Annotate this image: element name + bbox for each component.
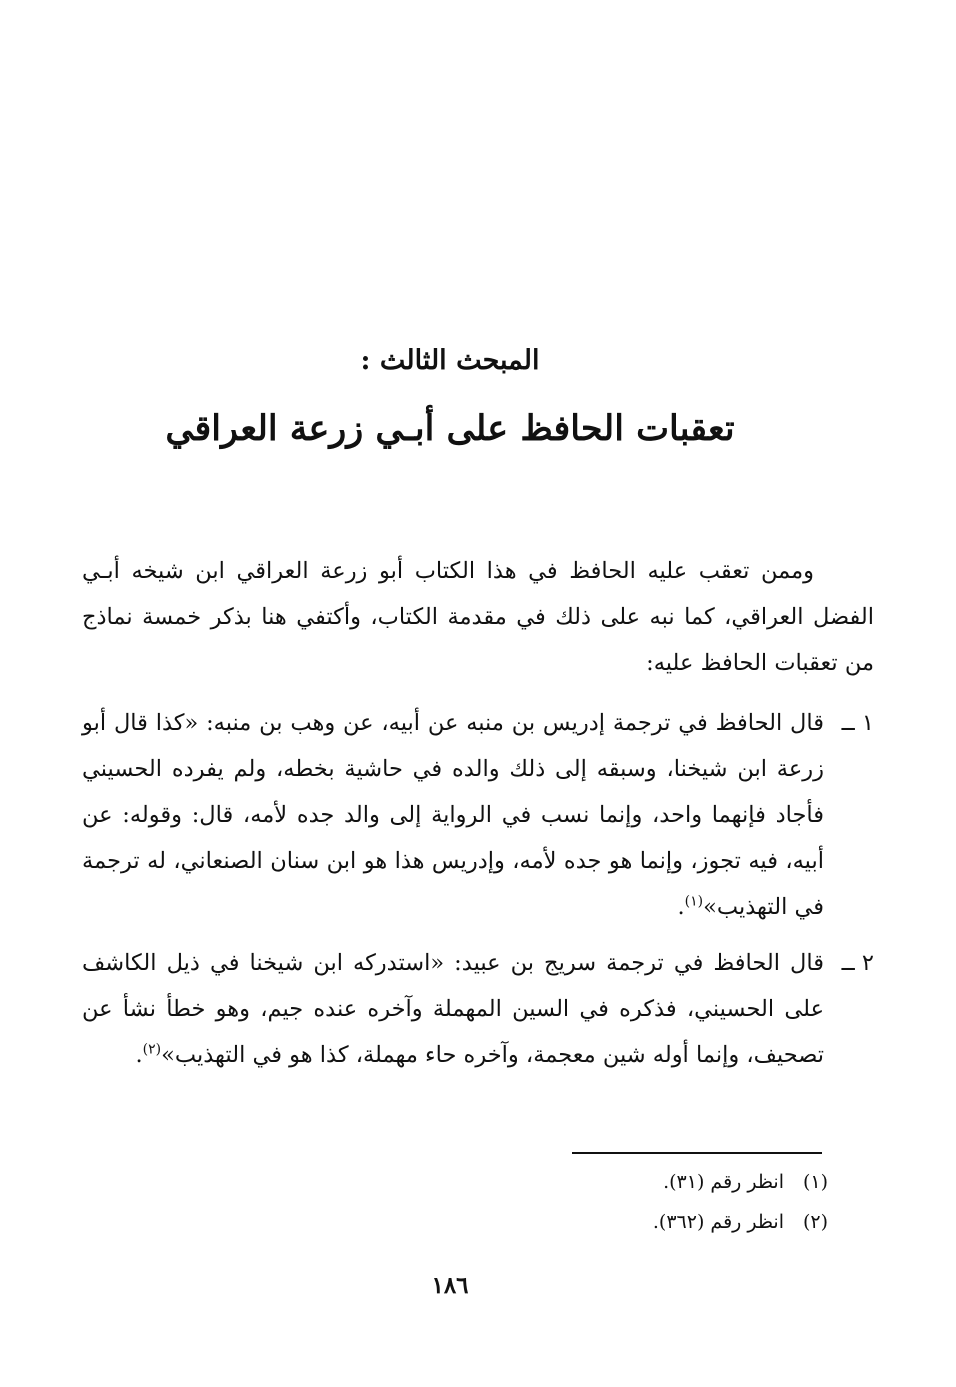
footnote: (١)انظر رقم (٣١). [663,1171,828,1193]
list-item [82,940,874,1078]
footnote-divider [572,1152,822,1154]
intro-paragraph: وممن تعقب عليه الحافظ في هذا الكتاب أبو زرعة العراقي ابن شيخه أبـي الفضل العراقي، كما نبه على ذلك في مقدمة الكتاب، وأكتفي هنا بذكر خمسة نماذج من تعقبات الحافظ عليه: [82,558,874,676]
examples-list [82,700,874,1088]
footnote: (٢)انظر رقم (٣٦٢). [652,1211,828,1233]
list-item [82,700,874,930]
footnote-ref: (٢) [142,1041,162,1058]
footnotes [328,1162,828,1242]
item-text: قال الحافظ في ترجمة إدريس بن منبه عن أبيه، عن وهب بن منبه: «كذا قال أبو زرعة ابن شيخنا، وسبقه إلى ذلك والده في حاشية بخطه، ولم يفرده الحسيني فأجاد فإنهما واحد، وإنما نسب في الرواية إلى والد جده لأمه، قال: وقوله: عن أبيه، فيه تجوز، وإنما هو جده لأمه، وإدريس هذا هو ابن سنان الصنعاني، له ترجمة في التهذيب»$^{(١)}$. [82,710,824,920]
item-number: ٢ ــ [841,950,874,976]
section-title: تعقبات الحافظ على أبـي زرعة العراقي [165,408,735,449]
section-label: المبحث الثالث : [360,345,540,376]
page-number: ١٨٦ [431,1272,469,1299]
item-text: قال الحافظ في ترجمة سريج بن عبيد: «استدركه ابن شيخنا في ذيل الكاشف على الحسيني، فذكره في السين المهملة وآخره عنده جيم، وهو خطأ نشأ عن تصحيف، وإنما أوله شين معجمة، وآخره حاء مهملة، كذا هو في التهذيب»$^{(٢)}$. [82,950,824,1068]
footnote-ref: (١) [684,893,704,910]
item-number: ١ ــ [841,710,874,736]
